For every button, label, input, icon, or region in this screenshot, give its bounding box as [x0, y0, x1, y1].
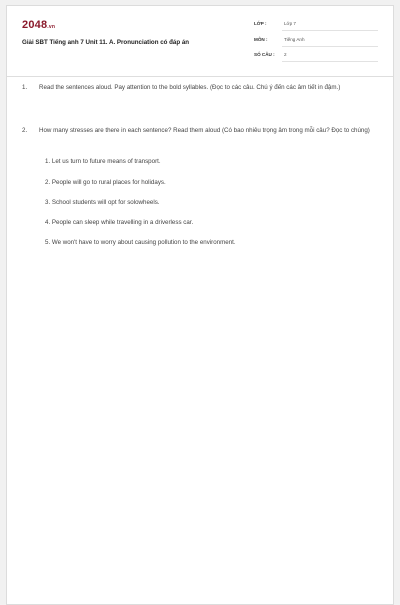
question-1-number: 1.: [22, 84, 28, 91]
document-header: [7, 6, 393, 78]
meta-subject: [254, 35, 378, 47]
meta-grade-label: LỚP :: [254, 21, 267, 26]
meta-question-count: [254, 50, 378, 62]
meta-grade-value: Lớp 7: [284, 21, 296, 26]
logo-tld: .vn: [47, 24, 56, 30]
meta-subject-label: MÔN :: [254, 37, 268, 42]
logo-text: 2048: [22, 19, 48, 31]
header-divider: [7, 76, 393, 77]
meta-subject-rule: [282, 46, 378, 47]
meta-count-rule: [282, 61, 378, 62]
sentence-item-4: 4. People can sleep while travelling in a driverless car.: [45, 219, 194, 226]
document-title: Giải SBT Tiếng anh 7 Unit 11. A. Pronunciation có đáp án: [22, 39, 190, 46]
meta-count-value: 2: [284, 52, 287, 57]
sentence-item-1: 1. Let us turn to future means of transport.: [45, 158, 161, 165]
site-logo[interactable]: [22, 19, 55, 31]
meta-grade-rule: [282, 30, 378, 31]
meta-count-label: SỐ CÂU :: [254, 52, 275, 57]
sentence-item-3: 3. School students will opt for solowheels.: [45, 199, 160, 206]
question-2-number: 2.: [22, 127, 28, 134]
sentence-item-2: 2. People will go to rural places for holidays.: [45, 179, 166, 186]
meta-grade: [254, 19, 378, 31]
meta-subject-value: Tiếng Anh: [284, 37, 305, 42]
question-2-text: How many stresses are there in each sentence? Read them aloud (Có bao nhiêu trọng âm trong mỗi câu? Đọc to chúng): [39, 127, 370, 134]
sentence-item-5: 5. We won't have to worry about causing pollution to the environment.: [45, 239, 236, 246]
document-page: [6, 5, 394, 605]
question-1-text: Read the sentences aloud. Pay attention to the bold syllables. (Đọc to các câu. Chú ý đến các âm tiết in đậm.): [39, 84, 341, 91]
